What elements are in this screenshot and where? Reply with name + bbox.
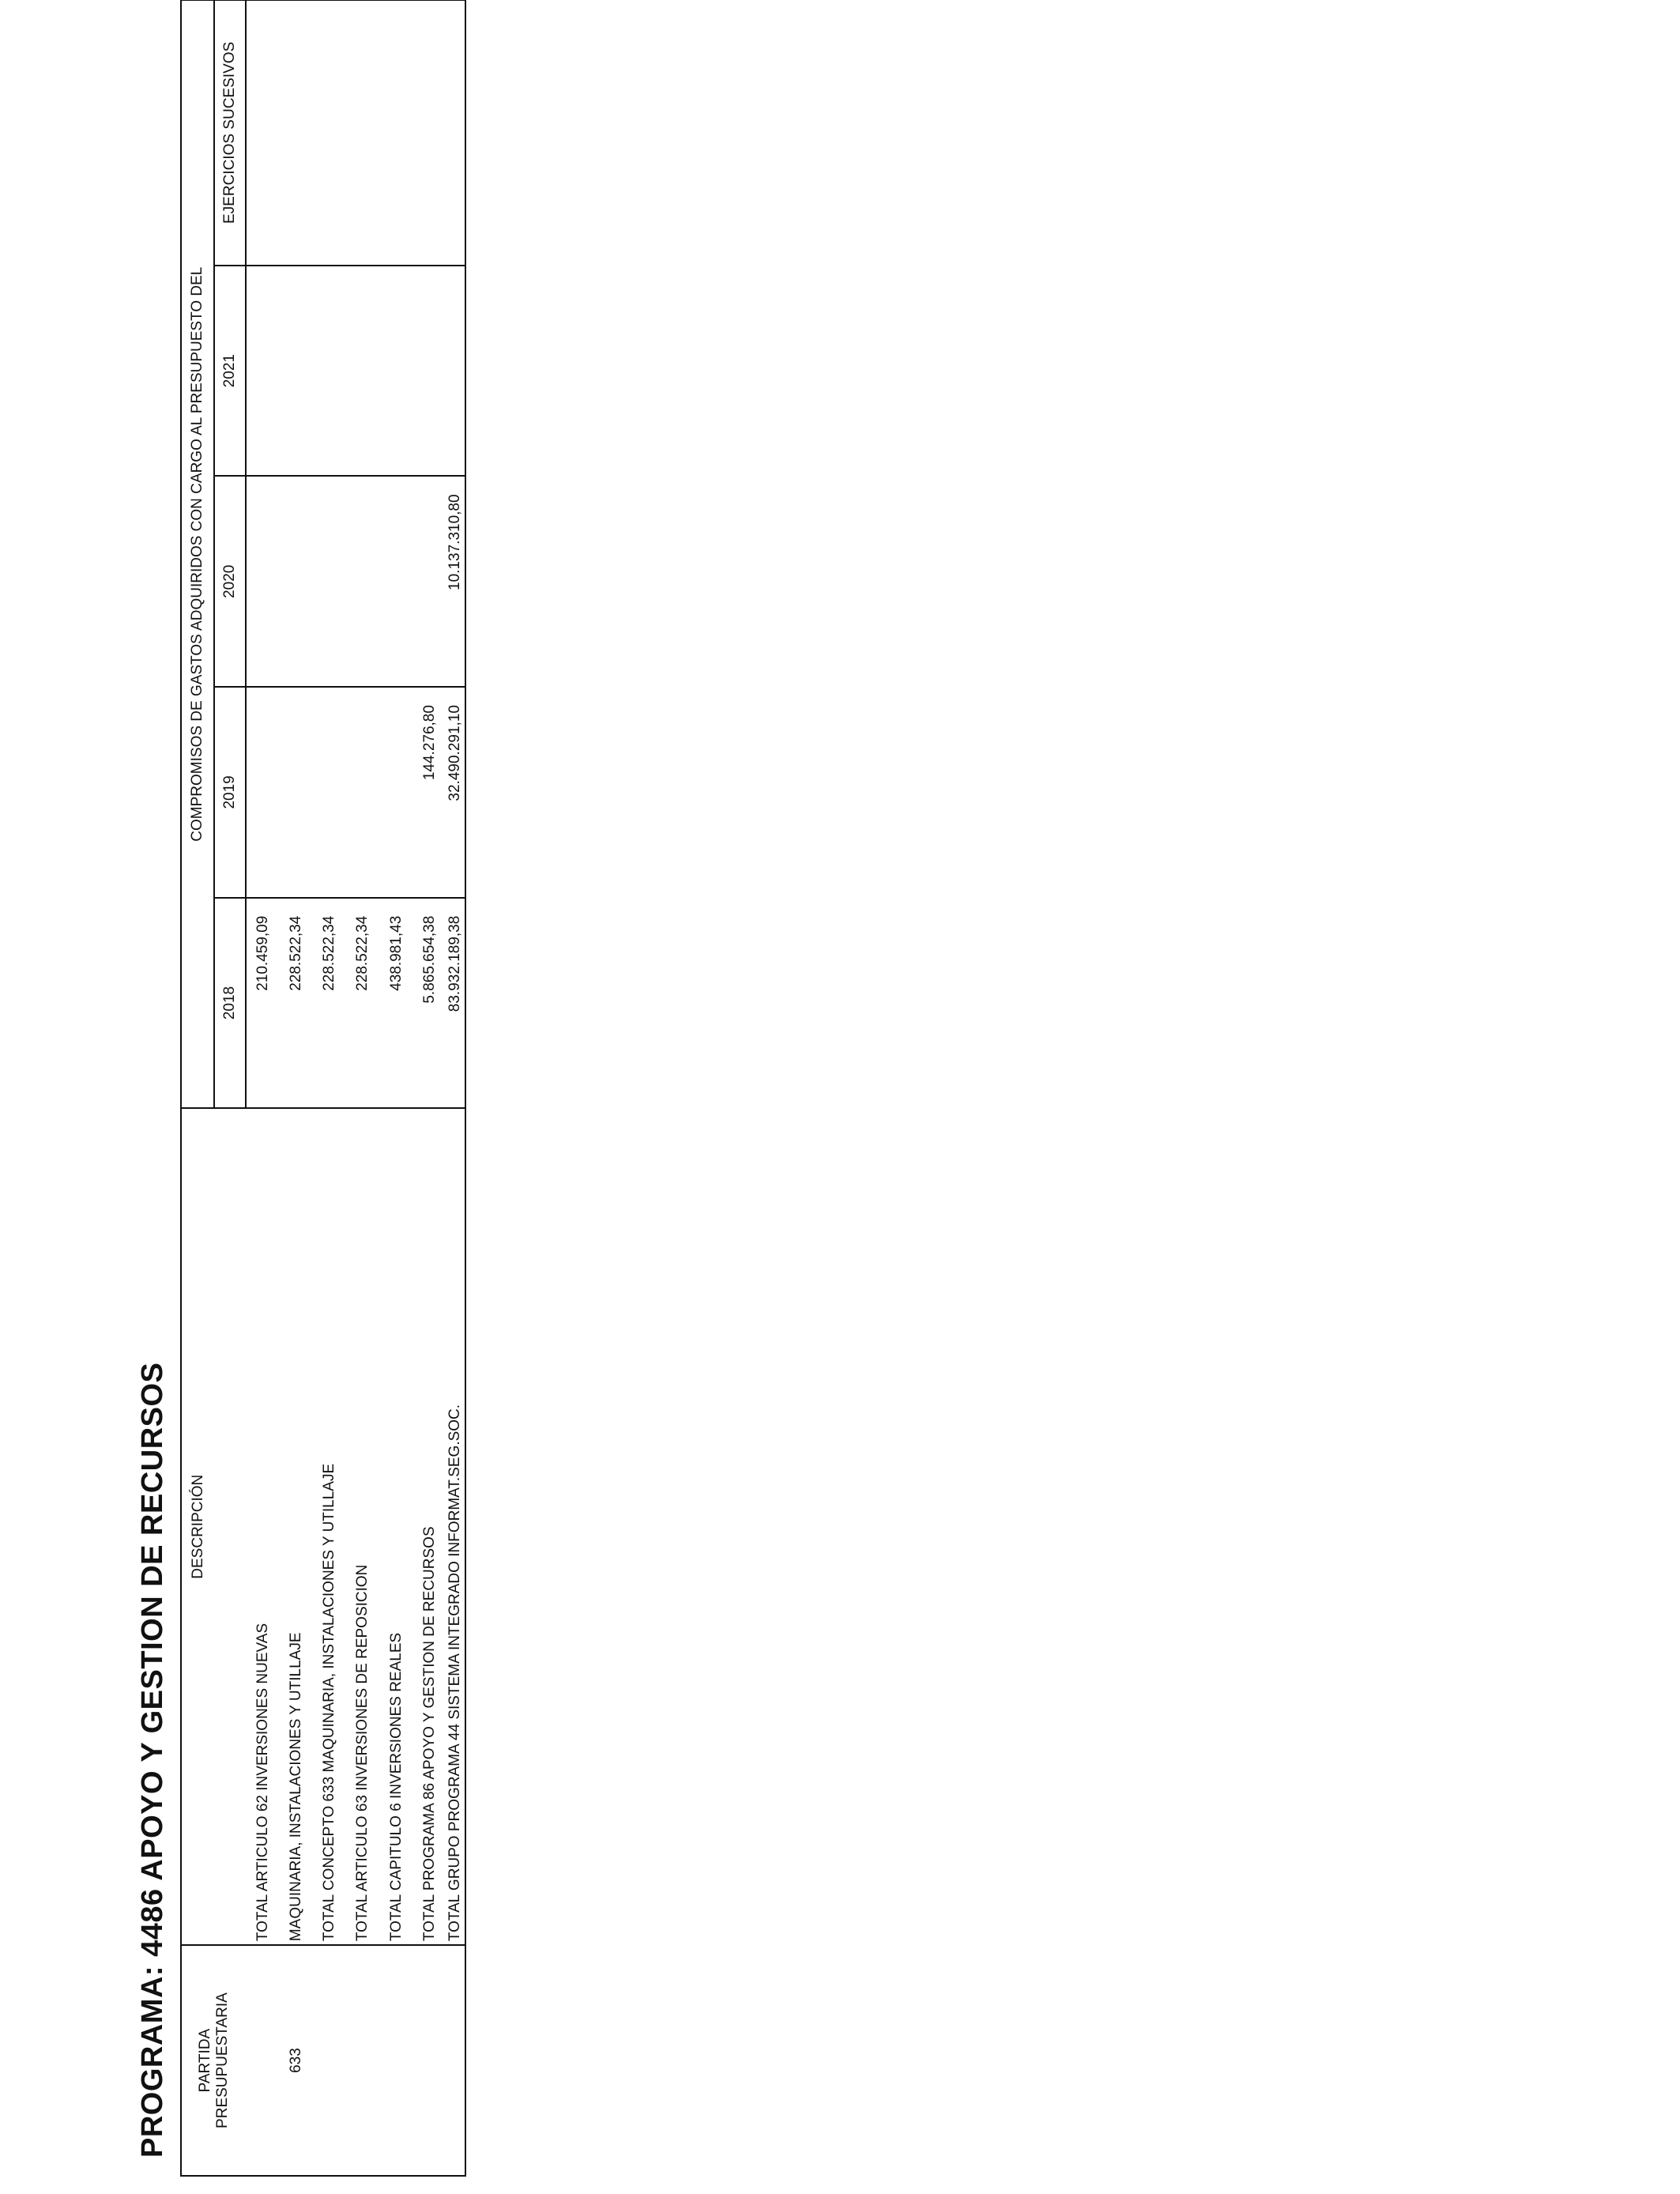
cell-sucesivos xyxy=(346,0,379,266)
cell-descripcion: MAQUINARIA, INSTALACIONES Y UTILLAJE xyxy=(280,1108,313,1945)
cell-sucesivos xyxy=(380,0,413,266)
cell-2018: 83.932.189,38 xyxy=(446,898,465,1109)
page-title: PROGRAMA: 4486 APOYO Y GESTION DE RECURSOS xyxy=(136,1362,169,2158)
cell-2019 xyxy=(246,687,280,898)
cell-2020 xyxy=(313,476,346,687)
cell-sucesivos xyxy=(280,0,313,266)
cell-descripcion: TOTAL ARTICULO 62 INVERSIONES NUEVAS xyxy=(246,1108,280,1945)
cell-2020 xyxy=(346,476,379,687)
cell-descripcion: TOTAL ARTICULO 63 INVERSIONES DE REPOSICION xyxy=(346,1108,379,1945)
cell-descripcion: TOTAL CONCEPTO 633 MAQUINARIA, INSTALACIONES Y UTILLAJE xyxy=(313,1108,346,1945)
cell-2019 xyxy=(346,687,379,898)
cell-descripcion: TOTAL GRUPO PROGRAMA 44 SISTEMA INTEGRADO INFORMAT.SEG.SOC. xyxy=(446,1108,465,1945)
header-year-2018: 2018 xyxy=(214,898,246,1109)
cell-partida xyxy=(446,1945,465,2176)
cell-partida xyxy=(380,1945,413,2176)
budget-table xyxy=(180,0,466,2177)
cell-sucesivos xyxy=(313,0,346,266)
cell-2018: 228.522,34 xyxy=(346,898,379,1109)
table-row xyxy=(280,0,313,2176)
header-partida-line1: PARTIDA xyxy=(196,2028,213,2093)
table-header xyxy=(181,0,246,2176)
header-group-title: COMPROMISOS DE GASTOS ADQUIRIDOS CON CARGO AL PRESUPUESTO DEL xyxy=(181,0,214,1108)
cell-descripcion: TOTAL CAPITULO 6 INVERSIONES REALES xyxy=(380,1108,413,1945)
cell-2019: 144.276,80 xyxy=(413,687,446,898)
table-row xyxy=(380,0,413,2176)
cell-2018: 5.865.654,38 xyxy=(413,898,446,1109)
cell-2021 xyxy=(246,266,280,477)
cell-sucesivos xyxy=(446,0,465,266)
header-year-2019: 2019 xyxy=(214,687,246,898)
header-year-2021: 2021 xyxy=(214,266,246,477)
header-descripcion: DESCRIPCIÓN xyxy=(181,1108,246,1945)
cell-2018: 228.522,34 xyxy=(280,898,313,1109)
cell-2020 xyxy=(246,476,280,687)
cell-2019: 32.490.291,10 xyxy=(446,687,465,898)
cell-2021 xyxy=(446,266,465,477)
table-body xyxy=(246,0,465,2176)
header-partida xyxy=(181,1945,246,2176)
cell-2020: 10.137.310,80 xyxy=(446,476,465,687)
cell-2018: 210.459,09 xyxy=(246,898,280,1109)
cell-2019 xyxy=(280,687,313,898)
cell-2019 xyxy=(380,687,413,898)
cell-2018: 438.981,43 xyxy=(380,898,413,1109)
cell-partida: 633 xyxy=(280,1945,313,2176)
cell-sucesivos xyxy=(246,0,280,266)
cell-partida xyxy=(346,1945,379,2176)
header-ejercicios-sucesivos: EJERCICIOS SUCESIVOS xyxy=(214,0,246,266)
table-row xyxy=(313,0,346,2176)
cell-2021 xyxy=(380,266,413,477)
cell-partida xyxy=(313,1945,346,2176)
cell-2018: 228.522,34 xyxy=(313,898,346,1109)
cell-partida xyxy=(246,1945,280,2176)
cell-partida xyxy=(413,1945,446,2176)
cell-2021 xyxy=(280,266,313,477)
cell-2019 xyxy=(313,687,346,898)
table-row xyxy=(413,0,446,2176)
header-year-2020: 2020 xyxy=(214,476,246,687)
cell-2020 xyxy=(413,476,446,687)
cell-descripcion: TOTAL PROGRAMA 86 APOYO Y GESTION DE RECURSOS xyxy=(413,1108,446,1945)
cell-2021 xyxy=(413,266,446,477)
header-partida-line2: PRESUPUESTARIA xyxy=(213,1992,231,2128)
cell-2020 xyxy=(380,476,413,687)
cell-sucesivos xyxy=(413,0,446,266)
table-row xyxy=(346,0,379,2176)
table-row xyxy=(446,0,465,2176)
table-row xyxy=(246,0,280,2176)
cell-2021 xyxy=(346,266,379,477)
cell-2020 xyxy=(280,476,313,687)
cell-2021 xyxy=(313,266,346,477)
